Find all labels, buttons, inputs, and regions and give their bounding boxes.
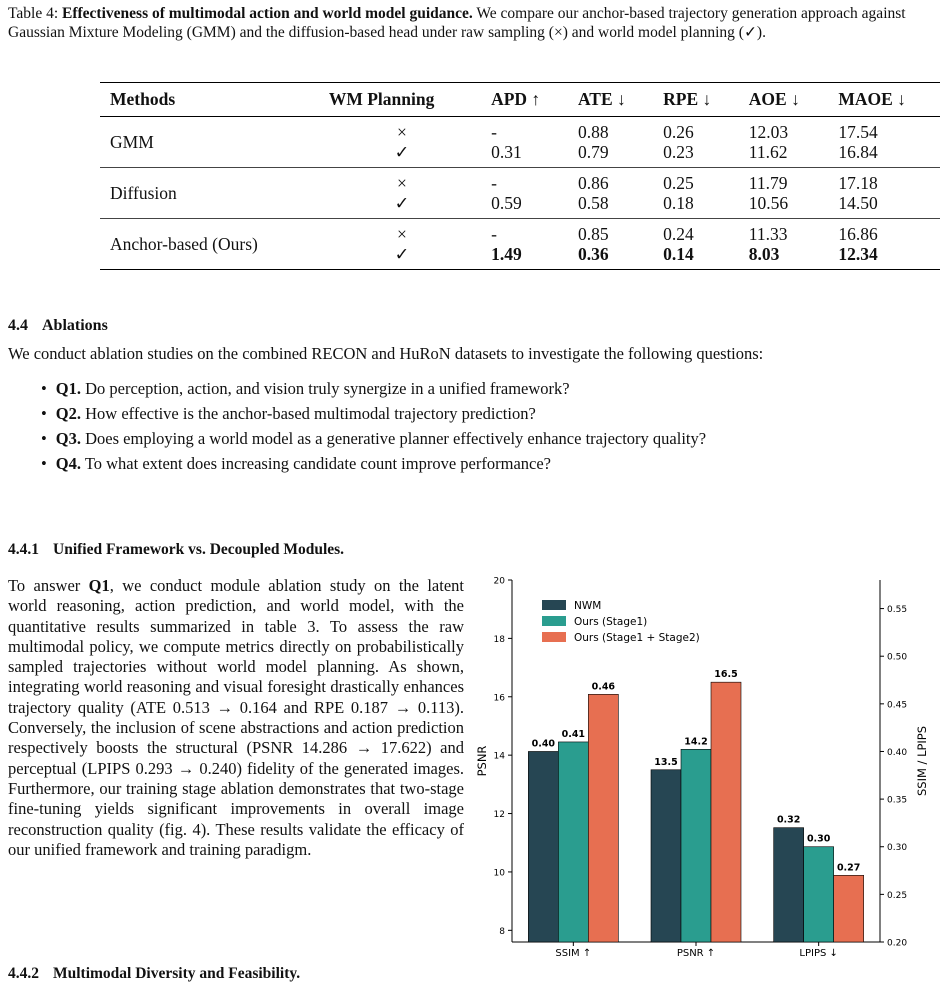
table-caption <box>8 4 944 42</box>
right-tick-label: 0.25 <box>887 890 908 901</box>
aoe-cell: 12.03 11.62 <box>739 117 829 168</box>
right-tick-label: 0.20 <box>887 938 908 949</box>
subsection-heading-2: 4.4.2 Multimodal Diversity and Feasibility. <box>8 965 301 982</box>
ate-cell: 0.88 0.79 <box>568 117 653 168</box>
bar <box>681 749 711 942</box>
bar-value-label: 0.41 <box>561 728 586 740</box>
method-cell: GMM <box>100 117 319 168</box>
right-tick-label: 0.45 <box>887 700 908 711</box>
apd-cell: - 1.49 <box>481 219 568 270</box>
left-tick-label: 10 <box>493 868 505 879</box>
header-aoe: AOE ↓ <box>739 83 829 117</box>
apd-cell: - 0.59 <box>481 168 568 219</box>
right-tick-label: 0.40 <box>887 747 908 758</box>
bar-value-label: 16.5 <box>714 669 738 681</box>
bar-value-label: 0.30 <box>806 833 831 845</box>
bar <box>804 847 834 942</box>
header-maoe: MAOE ↓ <box>828 83 940 117</box>
ate-cell: 0.85 0.36 <box>568 219 653 270</box>
bar-value-label: 13.5 <box>654 756 678 768</box>
left-tick-label: 20 <box>493 576 505 587</box>
x-tick-label: PSNR ↑ <box>676 948 716 959</box>
apd-cell: - 0.31 <box>481 117 568 168</box>
rpe-cell: 0.26 0.23 <box>653 117 739 168</box>
bar <box>588 694 618 942</box>
method-cell: Anchor-based (Ours) <box>100 219 319 270</box>
maoe-cell: 16.86 12.34 <box>828 219 940 270</box>
left-tick-label: 16 <box>493 693 505 704</box>
bar <box>834 875 864 942</box>
left-axis-label: PSNR <box>475 745 489 777</box>
caption-title: Effectiveness of multimodal action and world model guidance. <box>62 5 473 22</box>
section-intro: We conduct ablation studies on the combined RECON and HuRoN datasets to investigate the following questions: <box>8 344 764 363</box>
list-item: • Q1. Do perception, action, and vision truly synergize in a unified framework? <box>56 376 706 401</box>
aoe-cell: 11.33 8.03 <box>739 219 829 270</box>
bar-value-label: 0.40 <box>531 738 556 750</box>
ate-cell: 0.86 0.58 <box>568 168 653 219</box>
legend-label: Ours (Stage1) <box>574 616 648 628</box>
method-cell: Diffusion <box>100 168 319 219</box>
bar <box>528 751 558 942</box>
wm-cell: × ✓ <box>319 168 481 219</box>
bar <box>711 682 741 942</box>
results-table <box>100 82 940 270</box>
legend-swatch <box>542 600 566 610</box>
bar-value-label: 0.46 <box>591 681 616 693</box>
table-row-diffusion <box>100 168 940 219</box>
list-item: • Q4. To what extent does increasing candidate count improve performance? <box>56 451 706 476</box>
list-item: • Q2. How effective is the anchor-based multimodal trajectory prediction? <box>56 401 706 426</box>
bar <box>558 742 588 942</box>
legend-swatch <box>542 616 566 626</box>
left-tick-label: 12 <box>493 810 505 821</box>
subsection-heading-1: 4.4.1 Unified Framework vs. Decoupled Modules. <box>8 541 345 558</box>
wm-cell: × ✓ <box>319 219 481 270</box>
bar-chart <box>470 572 945 960</box>
bar <box>651 770 681 942</box>
aoe-cell: 11.79 10.56 <box>739 168 829 219</box>
header-apd: APD ↑ <box>481 83 568 117</box>
right-tick-label: 0.35 <box>887 795 908 806</box>
table-row-gmm <box>100 117 940 168</box>
rpe-cell: 0.24 0.14 <box>653 219 739 270</box>
section-heading: 4.4 Ablations <box>8 317 108 334</box>
header-ate: ATE ↓ <box>568 83 653 117</box>
right-tick-label: 0.30 <box>887 843 908 854</box>
table-header-row <box>100 83 940 117</box>
header-wm-planning: WM Planning <box>319 83 481 117</box>
question-list <box>56 376 706 476</box>
maoe-cell: 17.54 16.84 <box>828 117 940 168</box>
legend-label: NWM <box>574 600 602 612</box>
left-tick-label: 14 <box>493 751 505 762</box>
x-tick-label: LPIPS ↓ <box>799 948 838 959</box>
chart-bars <box>528 669 863 942</box>
caption-label: Table 4: <box>8 5 59 22</box>
right-tick-label: 0.55 <box>887 605 908 616</box>
left-tick-label: 18 <box>493 634 505 645</box>
bar-value-label: 0.27 <box>836 862 861 874</box>
x-tick-label: SSIM ↑ <box>555 948 592 959</box>
list-item: • Q3. Does employing a world model as a generative planner effectively enhance trajectory quality? <box>56 426 706 451</box>
right-tick-label: 0.50 <box>887 652 908 663</box>
caption-text: We compare our anchor-based trajectory generation approach against Gaussian Mixture Modeling (GMM) and the diffusion-based head under raw sampling (×) and world model planning (✓). <box>8 5 906 41</box>
legend-swatch <box>542 632 566 642</box>
table-row-anchor <box>100 219 940 270</box>
left-tick-label: 8 <box>499 926 505 937</box>
rpe-cell: 0.25 0.18 <box>653 168 739 219</box>
subsection-1-paragraph: To answer Q1, we conduct module ablation study on the latent world reasoning, action prediction, and world model, with the quantitative results summarized in table 3. To assess the raw multimodal policy, we compute metrics directly on probabilistically sampled trajectories without world model planning. As shown, integrating world reasoning and visual foresight drastically enhances trajectory quality (ATE 0.513 → 0.164 and RPE 0.187 → 0.113). Conversely, the inclusion of scene abstractions and action prediction respectively boosts the structural (PSNR 14.286 → 17.622) and perceptual (LPIPS 0.293 → 0.240) fidelity of the generated images. Furthermore, our training stage ablation demonstrates that two-stage fine-tuning yields significant improvements in overall image reconstruction quality (fig. 4). These results validate the efficacy of our unified framework and training paradigm. <box>8 576 464 859</box>
header-rpe: RPE ↓ <box>653 83 739 117</box>
bar-value-label: 0.32 <box>776 814 801 826</box>
bar-value-label: 14.2 <box>684 736 708 748</box>
bar <box>774 828 804 942</box>
wm-cell: × ✓ <box>319 117 481 168</box>
chart-legend <box>542 600 700 644</box>
header-methods: Methods <box>100 83 319 117</box>
right-axis-label: SSIM / LPIPS <box>915 725 929 797</box>
maoe-cell: 17.18 14.50 <box>828 168 940 219</box>
legend-label: Ours (Stage1 + Stage2) <box>574 632 700 644</box>
